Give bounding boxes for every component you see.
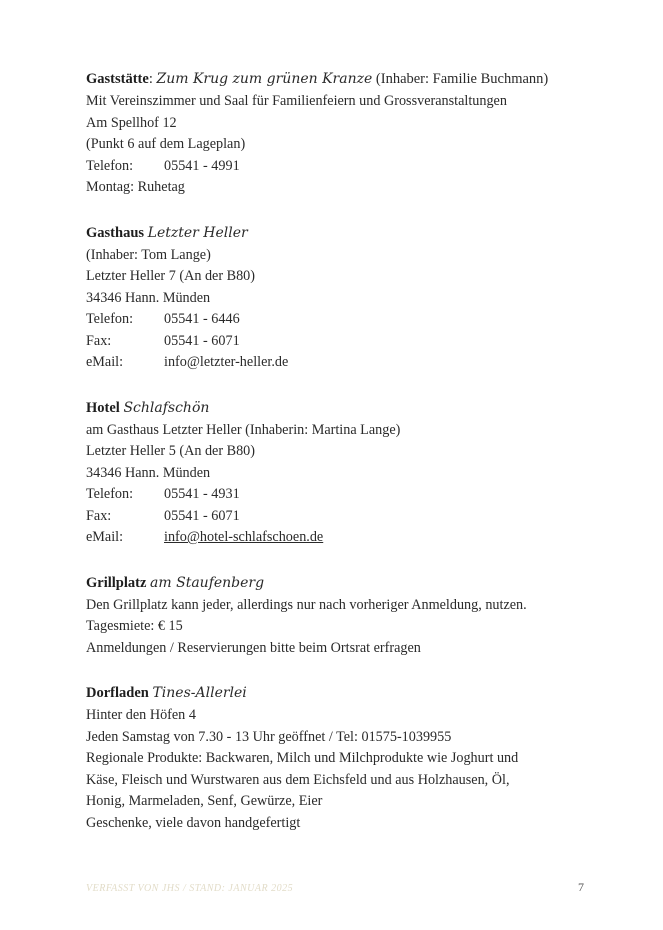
fax-label: Fax: xyxy=(86,507,112,524)
phone-label: Telefon: xyxy=(86,311,134,327)
closing-day: Montag: Ruhetag xyxy=(86,179,185,195)
email-label: eMail: xyxy=(86,529,124,545)
phone-row xyxy=(86,309,606,331)
city-line: 34346 Hann. Münden xyxy=(86,289,211,306)
address-line: Letzter Heller 5 (An der B80) xyxy=(86,443,255,459)
heading-rest: (Inhaber: Familie Buchmann) xyxy=(372,71,549,87)
owner-line: am Gasthaus Letzter Heller (Inhaberin: Martina Lange) xyxy=(86,421,401,438)
phone-row xyxy=(86,156,606,178)
document-body xyxy=(86,67,606,856)
fax-row xyxy=(86,331,606,353)
reservation-note: Anmeldungen / Reservierungen bitte beim Ortsrat erfragen xyxy=(86,639,421,656)
products-line: Regionale Produkte: Backwaren, Milch und Milchprodukte wie Joghurt und xyxy=(86,750,519,766)
section-grillplatz xyxy=(86,571,606,660)
products-line: Käse, Fleisch und Wurstwaren aus dem Eichsfeld und aus Holzhausen, Öl, xyxy=(86,771,510,788)
heading-bold: Gaststätte xyxy=(86,71,149,87)
heading-italic: Zum Krug zum grünen Kranze xyxy=(156,71,373,87)
heading-italic: am Staufenberg xyxy=(150,574,265,591)
phone-value: 05541 - 4991 xyxy=(164,157,240,174)
phone-value: 05541 - 6446 xyxy=(164,311,240,327)
owner-line: (Inhaber: Tom Lange) xyxy=(86,246,211,263)
email-label: eMail: xyxy=(86,354,124,370)
fax-label: Fax: xyxy=(86,332,112,349)
gifts-line: Geschenke, viele davon handgefertigt xyxy=(86,814,301,831)
address-line: Am Spellhof 12 xyxy=(86,114,177,131)
page-number: 7 xyxy=(578,880,584,894)
heading-italic: Tines-Allerlei xyxy=(152,685,247,701)
products-line: Honig, Marmeladen, Senf, Gewürze, Eier xyxy=(86,793,323,809)
section-heading xyxy=(86,396,606,420)
address-line: Hinter den Höfen 4 xyxy=(86,707,196,723)
section-heading xyxy=(86,67,606,91)
phone-value: 05541 - 4931 xyxy=(164,486,240,502)
email-row xyxy=(86,527,606,549)
email-value: info@letzter-heller.de xyxy=(164,354,289,370)
email-row xyxy=(86,352,606,374)
heading-bold: Grillplatz xyxy=(86,574,147,591)
address-line: Letzter Heller 7 (An der B80) xyxy=(86,268,255,284)
location-note: (Punkt 6 auf dem Lageplan) xyxy=(86,136,246,152)
heading-italic: Letzter Heller xyxy=(147,224,248,241)
fax-value: 05541 - 6071 xyxy=(164,507,240,524)
phone-label: Telefon: xyxy=(86,157,134,174)
heading-italic: Schlafschön xyxy=(123,399,210,416)
email-link[interactable]: info@hotel-schlafschoen.de xyxy=(164,529,324,545)
fax-value: 05541 - 6071 xyxy=(164,332,240,349)
heading-bold: Gasthaus xyxy=(86,224,145,241)
section-dorfladen xyxy=(86,681,606,834)
fax-row xyxy=(86,506,606,528)
section-heading xyxy=(86,681,606,705)
section-gasthaus xyxy=(86,221,606,374)
section-heading xyxy=(86,221,606,245)
phone-label: Telefon: xyxy=(86,486,134,502)
opening-hours: Jeden Samstag von 7.30 - 13 Uhr geöffnet / Tel: 01575-1039955 xyxy=(86,728,452,745)
phone-row xyxy=(86,484,606,506)
footer-note: VERFASST VON JHS / STAND: JANUAR 2025 xyxy=(86,883,294,894)
usage-note: Den Grillplatz kann jeder, allerdings nur nach vorheriger Anmeldung, nutzen. xyxy=(86,596,527,613)
heading-colon: : xyxy=(148,71,153,87)
daily-rent: Tagesmiete: € 15 xyxy=(86,618,183,634)
section-heading xyxy=(86,571,606,595)
section-gaststaette xyxy=(86,67,606,199)
description-line: Mit Vereinszimmer und Saal für Familienfeiern und Grossveranstaltungen xyxy=(86,93,507,109)
city-line: 34346 Hann. Münden xyxy=(86,464,211,481)
heading-bold: Hotel xyxy=(86,399,120,416)
heading-bold: Dorfladen xyxy=(86,685,149,701)
section-hotel xyxy=(86,396,606,549)
